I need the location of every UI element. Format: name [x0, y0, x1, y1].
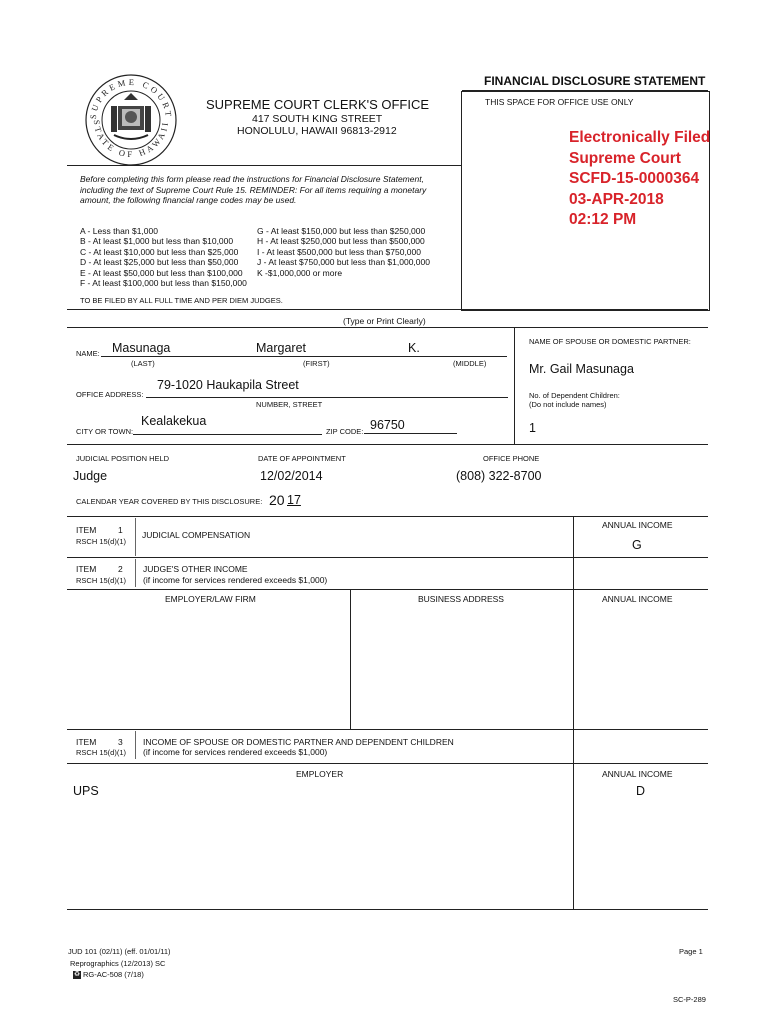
code-e: E - At least $50,000 but less than $100,000 — [80, 267, 243, 278]
spouse-label: NAME OF SPOUSE OR DOMESTIC PARTNER: — [529, 337, 691, 346]
office-street: 417 SOUTH KING STREET — [252, 113, 383, 125]
item-3-income-field[interactable]: D — [636, 784, 646, 798]
range-codes-right — [257, 226, 430, 278]
last-label: (LAST) — [131, 359, 155, 368]
item-2-employer-area[interactable] — [68, 606, 349, 728]
spouse-field[interactable]: Mr. Gail Masunaga — [529, 362, 634, 376]
dependents-note: (Do not include names) — [529, 400, 607, 409]
phone-field[interactable]: (808) 322-8700 — [456, 469, 542, 483]
footer-repro: Reprographics (12/2013) SC — [70, 959, 166, 968]
item-1-number: 1 — [118, 525, 123, 535]
employer-firm-label: EMPLOYER/LAW FIRM — [165, 594, 256, 604]
item-1-title: JUDICIAL COMPENSATION — [142, 530, 251, 540]
item-1-rsch: RSCH 15(d)(1) — [76, 537, 127, 546]
appointment-label: DATE OF APPOINTMENT — [258, 454, 346, 463]
calendar-year-label: CALENDAR YEAR COVERED BY THIS DISCLOSURE: — [76, 497, 263, 506]
code-c: C - At least $10,000 but less than $25,000 — [80, 246, 239, 257]
middle-label: (MIDDLE) — [453, 359, 487, 368]
stamp-line-3: SCFD-15-0000364 — [569, 170, 700, 187]
stamp-line-2: Supreme Court — [569, 149, 681, 167]
seal-bottom-text: STATE OF HAWAII — [91, 119, 171, 160]
code-j: J - At least $750,000 but less than $1,000,000 — [257, 257, 430, 268]
appointment-field[interactable]: 12/02/2014 — [260, 469, 323, 483]
city-label: CITY OR TOWN: — [76, 427, 134, 436]
last-name-field[interactable]: Masunaga — [112, 341, 171, 355]
year-field[interactable]: 17 — [287, 493, 301, 507]
code-i: I - At least $500,000 but less than $750,000 — [257, 246, 421, 257]
instructions-text: Before completing this form please read the instructions for Financial Disclosure Statement, including the text of Supreme Court Rule 15. REMINDER: For all items requiring a monetary amount, the following financial range codes may be used. — [80, 174, 427, 205]
item-3-title: INCOME OF SPOUSE OR DOMESTIC PARTNER AND DEPENDENT CHILDREN — [143, 737, 454, 747]
form-code: SC-P-289 — [673, 995, 706, 1004]
stamp-line-1: Electronically Filed — [569, 129, 711, 146]
city-field[interactable]: Kealakekua — [141, 414, 207, 428]
number-street-label: NUMBER, STREET — [256, 400, 323, 409]
item-3-number: 3 — [118, 737, 123, 747]
stamp-line-4: 03-APR-2018 — [569, 190, 664, 208]
recycle-icon: ♻ — [73, 970, 81, 978]
office-city: HONOLULU, HAWAII 96813-2912 — [237, 125, 397, 137]
item-2-income-area[interactable] — [575, 606, 707, 728]
footer-recycle-text: RG-AC-508 (7/18) — [83, 970, 144, 979]
footer-jud: JUD 101 (02/11) (eff. 01/01/11) — [68, 947, 171, 956]
zip-field[interactable]: 96750 — [370, 418, 405, 432]
item-2-subtitle: (if income for services rendered exceeds $1,000) — [143, 575, 328, 585]
year-prefix: 20 — [269, 492, 285, 508]
position-label: JUDICIAL POSITION HELD — [76, 454, 170, 463]
office-address-label: OFFICE ADDRESS: — [76, 390, 144, 399]
position-field[interactable]: Judge — [73, 469, 108, 483]
first-label: (FIRST) — [303, 359, 330, 368]
office-name: SUPREME COURT CLERK'S OFFICE — [206, 97, 430, 112]
range-codes-left — [80, 226, 247, 288]
middle-name-field[interactable]: K. — [408, 341, 420, 355]
efile-stamp — [569, 128, 710, 231]
code-g: G - At least $150,000 but less than $250,000 — [257, 226, 426, 236]
item-3-employer-field[interactable]: UPS — [73, 784, 99, 798]
office-use-label: THIS SPACE FOR OFFICE USE ONLY — [485, 97, 634, 107]
seal-top-text: SUPREME COURT — [87, 76, 175, 120]
stamp-line-5: 02:12 PM — [569, 211, 637, 228]
phone-label: OFFICE PHONE — [483, 454, 540, 463]
dependents-label: No. of Dependent Children: — [529, 391, 620, 400]
court-seal-icon — [84, 73, 178, 167]
item-2-label: ITEM — [76, 564, 97, 574]
item-2-title: JUDGE'S OTHER INCOME — [143, 564, 248, 574]
item-3-subtitle: (if income for services rendered exceeds $1,000) — [143, 747, 328, 757]
zip-label: ZIP CODE: — [326, 427, 364, 436]
street-field[interactable]: 79-1020 Haukapila Street — [157, 378, 299, 392]
item-2-income-label: ANNUAL INCOME — [602, 594, 673, 604]
footer-recycle — [73, 970, 144, 979]
code-k: K -$1,000,000 or more — [257, 267, 343, 278]
code-h: H - At least $250,000 but less than $500,000 — [257, 236, 425, 247]
item-1-income-field[interactable]: G — [632, 538, 642, 552]
item-2-number: 2 — [118, 564, 123, 574]
code-a: A - Less than $1,000 — [80, 226, 158, 236]
business-address-label: BUSINESS ADDRESS — [418, 594, 504, 604]
filed-by-note: TO BE FILED BY ALL FULL TIME AND PER DIEM JUDGES. — [80, 296, 283, 305]
type-print-note: (Type or Print Clearly) — [343, 316, 426, 326]
item-3-label: ITEM — [76, 737, 97, 747]
first-name-field[interactable]: Margaret — [256, 341, 307, 355]
employer-label: EMPLOYER — [296, 769, 344, 779]
page-number: Page 1 — [679, 947, 703, 956]
code-f: F - At least $100,000 but less than $150,000 — [80, 278, 247, 289]
item-1-label: ITEM — [76, 525, 97, 535]
form-title: FINANCIAL DISCLOSURE STATEMENT — [484, 74, 706, 88]
item-3-income-label: ANNUAL INCOME — [602, 769, 673, 779]
item-2-address-area[interactable] — [352, 606, 572, 728]
item-1-income-label: ANNUAL INCOME — [602, 520, 673, 530]
code-b: B - At least $1,000 but less than $10,000 — [80, 236, 234, 247]
code-d: D - At least $25,000 but less than $50,000 — [80, 257, 239, 268]
dependents-field[interactable]: 1 — [529, 421, 536, 435]
item-2-rsch: RSCH 15(d)(1) — [76, 576, 127, 585]
item-3-rsch: RSCH 15(d)(1) — [76, 748, 127, 757]
name-label: NAME: — [76, 349, 100, 358]
